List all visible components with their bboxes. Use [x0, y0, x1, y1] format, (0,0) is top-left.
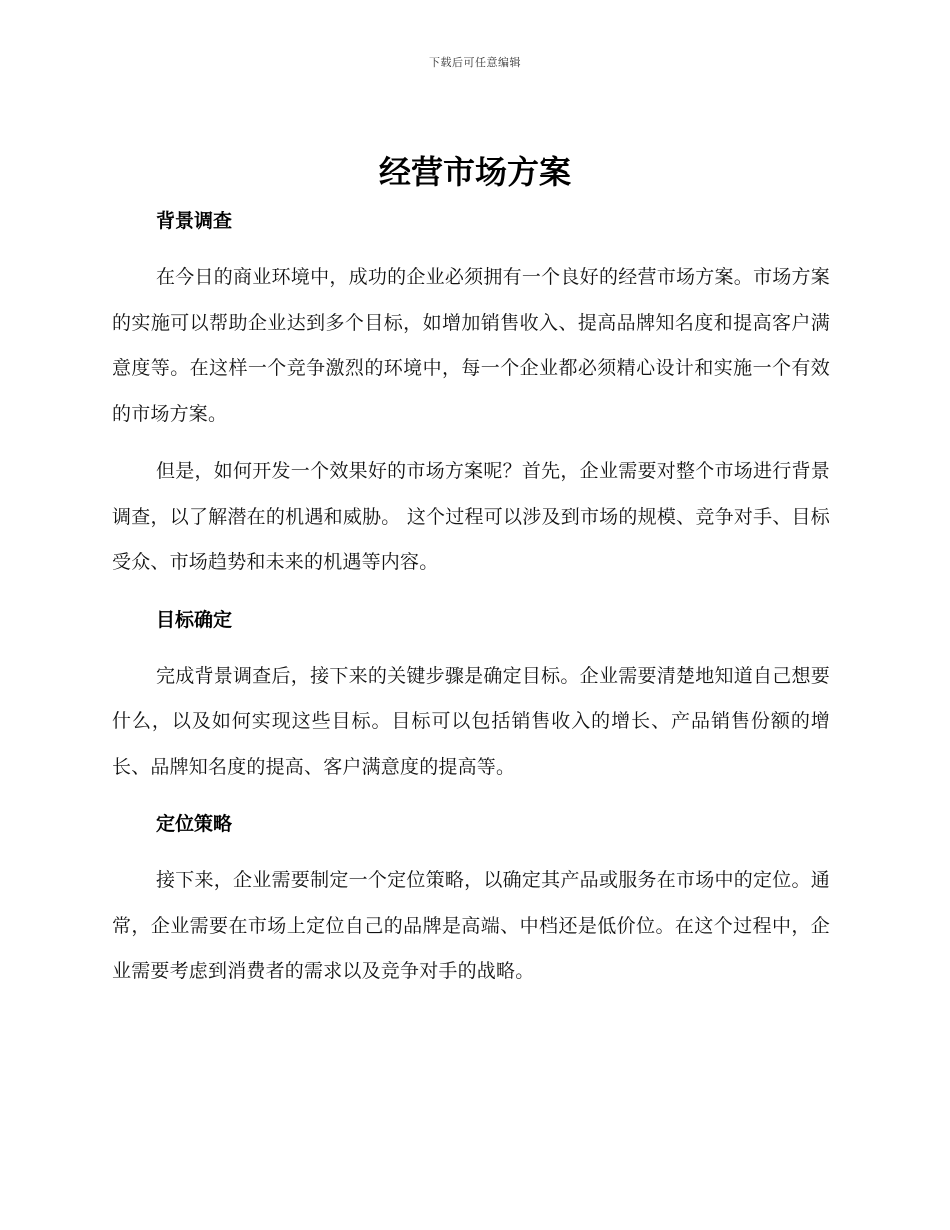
section-heading-goals: 目标确定 [156, 608, 233, 631]
paragraph: 完成背景调查后，接下来的关键步骤是确定目标。企业需要清楚地知道自己想要什么，以及如何实现这些目标。目标可以包括销售收入的增长、产品销售份额的增长、品牌知名度的提高、客户满意度的提高等。 [112, 664, 830, 778]
document-body [112, 198, 830, 995]
section-heading-background: 背景调查 [156, 210, 233, 232]
paragraph: 但是，如何开发一个效果好的市场方案呢？首先，企业需要对整个市场进行背景调查，以了解潜在的机遇和威胁。 这个过程可以涉及到市场的规模、竞争对手、目标受众、市场趋势和未来的机遇等内容。 [112, 460, 830, 573]
section-heading-positioning: 定位策略 [156, 813, 233, 835]
document-title: 经营市场方案 [378, 153, 571, 191]
paragraph: 接下来，企业需要制定一个定位策略，以确定其产品或服务在市场中的定位。通常，企业需要在市场上定位自己的品牌是高端、中档还是低价位。在这个过程中，企业需要考虑到消费者的需求以及竞争对手的战略。 [112, 869, 830, 982]
paragraph: 在今日的商业环境中，成功的企业必须拥有一个良好的经营市场方案。市场方案的实施可以帮助企业达到多个目标，如增加销售收入、提高品牌知名度和提高客户满意度等。在这样一个竞争激烈的环境中，每一个企业都必须精心设计和实施一个有效的市场方案。 [112, 266, 830, 425]
header-note: 下载后可任意编辑 [429, 56, 521, 69]
